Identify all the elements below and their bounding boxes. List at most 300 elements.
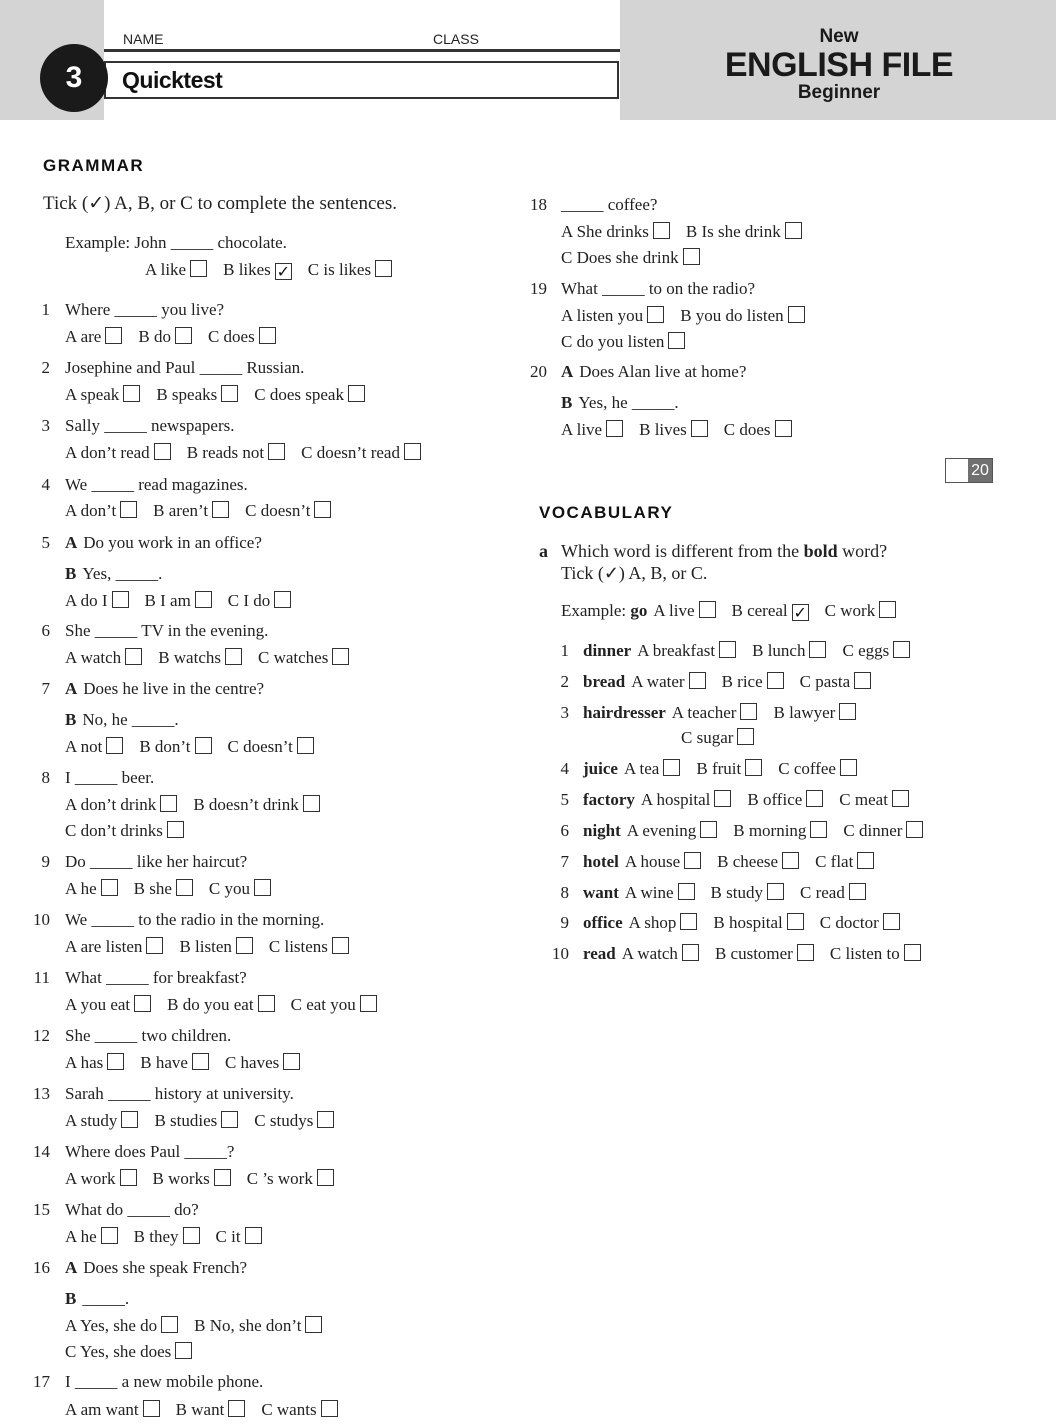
- answer-checkbox[interactable]: [683, 248, 700, 265]
- option-letter: A: [626, 821, 643, 840]
- option-letter: B: [721, 672, 738, 691]
- option-text: is likes: [323, 260, 372, 279]
- option-text: speaks: [171, 385, 218, 404]
- question-number: 19: [530, 279, 547, 298]
- option-letter: C: [261, 1400, 277, 1419]
- q18-option-b: [686, 222, 802, 241]
- option-letter: C: [290, 995, 307, 1014]
- answer-checkbox[interactable]: [259, 327, 276, 344]
- vocabulary-bold-word: factory: [583, 790, 635, 809]
- speaker-label: B: [561, 393, 573, 412]
- vocabulary-item-number: 10: [552, 944, 569, 963]
- q8-option-a: [65, 795, 177, 814]
- option-text: lunch: [767, 641, 806, 660]
- q3-option-c: [301, 443, 421, 462]
- option-letter: B: [167, 995, 183, 1014]
- answer-checkbox[interactable]: [221, 1111, 238, 1128]
- question-number: 4: [41, 475, 50, 494]
- option-text: work: [840, 601, 876, 620]
- answer-checkbox[interactable]: [321, 1400, 338, 1417]
- option-text: eggs: [858, 641, 890, 660]
- question-prompt: Where _____ you live?: [65, 300, 225, 319]
- answer-checkbox[interactable]: [892, 790, 909, 807]
- option-text: Is she drink: [701, 222, 781, 241]
- answer-checkbox[interactable]: [332, 648, 349, 665]
- answer-checkbox[interactable]: [883, 913, 900, 930]
- question-prompt: What _____ for breakfast?: [65, 968, 247, 987]
- q6-option-c: [258, 648, 349, 667]
- answer-checkbox[interactable]: [785, 222, 802, 239]
- option-letter: C: [245, 501, 261, 520]
- dialogue-text: Does Alan live at home?: [579, 362, 747, 381]
- q16-option-b: [194, 1316, 322, 1335]
- answer-checkbox[interactable]: [106, 737, 123, 754]
- option-letter: C: [208, 879, 225, 898]
- answer-checkbox[interactable]: [228, 1400, 245, 1417]
- q10-option-c: [269, 937, 349, 956]
- vocabulary-item-number: 9: [560, 913, 569, 932]
- option-text: doesn’t drink: [208, 795, 299, 814]
- option-text: teacher: [687, 703, 737, 722]
- question-number: 9: [41, 852, 50, 871]
- answer-checkbox[interactable]: [682, 944, 699, 961]
- option-text: it: [231, 1227, 241, 1246]
- question-prompt: Sarah _____ history at university.: [65, 1084, 294, 1103]
- grammar-score-total: 20: [968, 459, 992, 482]
- option-text: sugar: [696, 728, 734, 747]
- option-letter: B: [133, 1227, 150, 1246]
- instruction-text-end: word?: [837, 541, 888, 561]
- vocabulary-item-number: 8: [560, 883, 569, 902]
- option-text: haves: [240, 1053, 280, 1072]
- dialogue-text: No, he _____.: [82, 710, 179, 729]
- option-text: ’s work: [262, 1169, 313, 1188]
- option-text: fruit: [711, 759, 742, 778]
- vocabulary-bold-word: night: [583, 821, 621, 840]
- option-letter: A: [145, 260, 161, 279]
- option-letter: A: [65, 1227, 81, 1246]
- dialogue-text: Yes, he _____.: [578, 393, 679, 412]
- answer-checkbox[interactable]: [700, 821, 717, 838]
- answer-checkbox[interactable]: [120, 1169, 137, 1186]
- dialogue-line: [561, 392, 679, 414]
- dialogue-line: [65, 1257, 247, 1279]
- vocabulary-title: VOCABULARY: [539, 503, 674, 522]
- answer-checkbox[interactable]: [809, 641, 826, 658]
- question-number: 14: [33, 1142, 50, 1161]
- instruction-bold-word: bold: [803, 541, 838, 561]
- answer-checkbox[interactable]: [236, 937, 253, 954]
- example-label: Example:: [561, 601, 631, 620]
- option-letter: C: [258, 648, 274, 667]
- question-number: 8: [41, 768, 50, 787]
- q2-option-c: [254, 385, 365, 404]
- answer-checkbox[interactable]: [125, 648, 142, 665]
- vocab-example-option-b: [732, 601, 809, 620]
- answer-checkbox[interactable]: [375, 260, 392, 277]
- option-text: don’t drinks: [80, 821, 163, 840]
- option-letter: A: [65, 385, 81, 404]
- option-letter: B: [152, 1169, 169, 1188]
- question-13-options: [65, 1110, 350, 1132]
- option-text: cereal: [747, 601, 788, 620]
- answer-checkbox[interactable]: [680, 913, 697, 930]
- question-15-options: [65, 1226, 278, 1248]
- v9-option-a: [629, 913, 698, 932]
- option-letter: A: [65, 1053, 81, 1072]
- answer-checkbox[interactable]: [134, 995, 151, 1012]
- option-text: studies: [170, 1111, 218, 1130]
- answer-checkbox[interactable]: [121, 1111, 138, 1128]
- title-box: [104, 61, 619, 99]
- answer-checkbox[interactable]: [332, 937, 349, 954]
- q15-option-c: [216, 1227, 262, 1246]
- answer-checkbox[interactable]: [745, 759, 762, 776]
- option-text: don’t: [154, 737, 191, 756]
- question-prompt: I _____ beer.: [65, 768, 155, 787]
- q3-option-b: [187, 443, 285, 462]
- answer-checkbox[interactable]: [225, 648, 242, 665]
- answer-checkbox[interactable]: [788, 306, 805, 323]
- option-letter: A: [65, 591, 81, 610]
- q6-option-a: [65, 648, 142, 667]
- answer-checkbox[interactable]: [190, 260, 207, 277]
- v6-option-a: [627, 821, 717, 840]
- option-text: lawyer: [789, 703, 836, 722]
- option-text: works: [168, 1169, 210, 1188]
- answer-checkbox[interactable]: [317, 1111, 334, 1128]
- answer-checkbox[interactable]: [719, 641, 736, 658]
- answer-checkbox[interactable]: [283, 1053, 300, 1070]
- answer-checkbox[interactable]: [767, 672, 784, 689]
- option-text: watch: [80, 648, 122, 667]
- speaker-label: B: [65, 1289, 77, 1308]
- option-letter: A: [637, 641, 653, 660]
- question-19-options: [561, 305, 821, 327]
- option-text: want: [191, 1400, 225, 1419]
- answer-checkbox[interactable]: [348, 385, 365, 402]
- answer-checkbox[interactable]: [258, 995, 275, 1012]
- vocabulary-example-line: [561, 600, 912, 622]
- option-text: does speak: [269, 385, 344, 404]
- answer-checkbox[interactable]: [767, 883, 784, 900]
- option-text: eat you: [306, 995, 356, 1014]
- answer-checkbox[interactable]: [195, 591, 212, 608]
- option-text: watches: [273, 648, 329, 667]
- answer-checkbox[interactable]: [806, 790, 823, 807]
- question-prompt: I _____ a new mobile phone.: [65, 1372, 264, 1391]
- answer-checkbox[interactable]: [810, 821, 827, 838]
- answer-checkbox[interactable]: [120, 501, 137, 518]
- option-letter: C: [246, 1169, 263, 1188]
- answer-checkbox[interactable]: [668, 332, 685, 349]
- v5-option-b: [747, 790, 823, 809]
- q12-option-c: [225, 1053, 300, 1072]
- answer-checkbox[interactable]: [854, 672, 871, 689]
- answer-checkbox[interactable]: [678, 883, 695, 900]
- vocab-example-option-c: [825, 601, 897, 620]
- answer-checkbox[interactable]: [175, 327, 192, 344]
- option-letter: B: [158, 648, 174, 667]
- answer-checkbox[interactable]: [221, 385, 238, 402]
- answer-checkbox[interactable]: [775, 420, 792, 437]
- option-text: he: [80, 879, 97, 898]
- v7-option-c: [815, 852, 874, 871]
- answer-checkbox[interactable]: [192, 1053, 209, 1070]
- option-letter: A: [65, 737, 81, 756]
- answer-checkbox[interactable]: [183, 1227, 200, 1244]
- question-number: 10: [33, 910, 50, 929]
- q4-option-a: [65, 501, 137, 520]
- option-letter: A: [671, 703, 688, 722]
- q18-option-c: [561, 248, 700, 267]
- answer-checkbox[interactable]: [606, 420, 623, 437]
- option-text: wants: [276, 1400, 317, 1419]
- unit-number-badge: 3: [40, 44, 108, 112]
- question-12-options: [65, 1052, 316, 1074]
- brand-line-level: Beginner: [797, 82, 881, 103]
- answer-checkbox[interactable]: [849, 883, 866, 900]
- v1-option-c: [842, 641, 910, 660]
- question-prompt: What do _____ do?: [65, 1200, 199, 1219]
- question-prompt: We _____ read magazines.: [65, 475, 248, 494]
- answer-checkbox[interactable]: [161, 1316, 178, 1333]
- q17-option-a: [65, 1400, 160, 1419]
- option-text: don’t drink: [80, 795, 157, 814]
- option-text: listen to: [845, 944, 900, 963]
- vocabulary-item-number: 4: [560, 759, 569, 778]
- q8-option-b: [193, 795, 319, 814]
- option-letter: C: [561, 248, 577, 267]
- question-2-options: [65, 384, 381, 406]
- answer-checkbox[interactable]: [101, 879, 118, 896]
- answer-checkbox[interactable]: [268, 443, 285, 460]
- option-letter: A: [65, 795, 81, 814]
- answer-checkbox[interactable]: [305, 1316, 322, 1333]
- answer-checkbox[interactable]: [879, 601, 896, 618]
- answer-checkbox[interactable]: [101, 1227, 118, 1244]
- answer-checkbox[interactable]: [360, 995, 377, 1012]
- option-text: do you listen: [576, 332, 665, 351]
- answer-checkbox[interactable]: [112, 591, 129, 608]
- brand-line-english-file: ENGLISH FILE: [724, 46, 954, 84]
- v4-option-a: [624, 759, 680, 778]
- question-number: 2: [41, 358, 50, 377]
- answer-checkbox[interactable]: [214, 1169, 231, 1186]
- option-text: speak: [80, 385, 120, 404]
- option-letter: C: [723, 420, 740, 439]
- option-text: meat: [854, 790, 888, 809]
- answer-checkbox[interactable]: [245, 1227, 262, 1244]
- v8-option-c: [800, 883, 866, 902]
- q4-option-b: [153, 501, 229, 520]
- answer-checkbox[interactable]: [314, 501, 331, 518]
- answer-checkbox[interactable]: [906, 821, 923, 838]
- option-letter: C: [227, 737, 244, 756]
- option-letter: A: [65, 327, 81, 346]
- option-text: dinner: [859, 821, 903, 840]
- answer-checkbox[interactable]: [653, 222, 670, 239]
- q2-option-a: [65, 385, 140, 404]
- answer-checkbox[interactable]: [107, 1053, 124, 1070]
- answer-checkbox[interactable]: [684, 852, 701, 869]
- answer-checkbox[interactable]: [303, 795, 320, 812]
- answer-checkbox[interactable]: [689, 672, 706, 689]
- grammar-example-sentence: Example: John _____ chocolate.: [65, 233, 287, 252]
- vocabulary-item-6: [583, 820, 939, 842]
- v3-option-a: [672, 703, 758, 722]
- v6-option-c: [843, 821, 923, 840]
- answer-checkbox[interactable]: [699, 601, 716, 618]
- answer-checkbox[interactable]: [904, 944, 921, 961]
- question-10-options: [65, 936, 365, 958]
- option-text: likes: [238, 260, 271, 279]
- question-number: 15: [33, 1200, 50, 1219]
- answer-checkbox[interactable]: [212, 501, 229, 518]
- option-letter: A: [65, 1316, 80, 1335]
- option-text: wine: [640, 883, 674, 902]
- option-text: studys: [269, 1111, 314, 1130]
- question-prompt: Where does Paul _____?: [65, 1142, 235, 1161]
- option-text: I do: [243, 591, 271, 610]
- option-text: office: [762, 790, 803, 809]
- answer-checkbox[interactable]: [647, 306, 664, 323]
- question-number: 3: [41, 416, 50, 435]
- option-letter: B: [186, 443, 203, 462]
- dialogue-text: Do you work in an office?: [83, 533, 262, 552]
- option-text: house: [640, 852, 681, 871]
- option-text: like: [160, 260, 187, 279]
- option-letter: A: [65, 1111, 81, 1130]
- answer-checkbox[interactable]: [160, 795, 177, 812]
- vocab-example-option-a: [653, 601, 715, 620]
- v1-option-b: [752, 641, 826, 660]
- question-prompt: Do _____ like her haircut?: [65, 852, 248, 871]
- v1-option-a: [637, 641, 736, 660]
- answer-checkbox[interactable]: [787, 913, 804, 930]
- answer-checkbox[interactable]: [254, 879, 271, 896]
- answer-checkbox[interactable]: [317, 1169, 334, 1186]
- answer-checkbox[interactable]: [857, 852, 874, 869]
- answer-checkbox[interactable]: [714, 790, 731, 807]
- option-text: rice: [737, 672, 763, 691]
- question-number: 17: [33, 1372, 50, 1391]
- option-letter: C: [799, 883, 816, 902]
- question-prompt: We _____ to the radio in the morning.: [65, 910, 325, 929]
- dialogue-line: [65, 1288, 129, 1310]
- answer-checkbox[interactable]: [840, 759, 857, 776]
- option-text: Does she drink: [576, 248, 679, 267]
- answer-checkbox[interactable]: [175, 1342, 192, 1359]
- answer-checkbox[interactable]: [797, 944, 814, 961]
- vocabulary-item-8: [583, 882, 882, 904]
- vocabulary-item-3: [583, 702, 872, 724]
- option-text: Yes, she does: [79, 1342, 172, 1361]
- q10-option-b: [179, 937, 252, 956]
- q17-option-c: [261, 1400, 337, 1419]
- vocabulary-instruction: [561, 540, 887, 562]
- answer-checkbox[interactable]: [737, 728, 754, 745]
- answer-checkbox[interactable]: [123, 385, 140, 402]
- v4-option-c: [778, 759, 857, 778]
- option-text: hospital: [656, 790, 711, 809]
- answer-checkbox[interactable]: [740, 703, 757, 720]
- option-text: customer: [730, 944, 793, 963]
- answer-checkbox[interactable]: [839, 703, 856, 720]
- grammar-score-box: [945, 458, 993, 483]
- option-text: evening: [642, 821, 697, 840]
- answer-checkbox[interactable]: [297, 737, 314, 754]
- vocabulary-part-letter: a: [539, 541, 548, 561]
- question-5-options: [65, 590, 307, 612]
- answer-checkbox[interactable]: [143, 1400, 160, 1417]
- option-letter: B: [696, 759, 712, 778]
- option-letter: A: [65, 501, 81, 520]
- speaker-label: B: [65, 710, 77, 729]
- answer-checkbox[interactable]: [154, 443, 171, 460]
- answer-checkbox[interactable]: [782, 852, 799, 869]
- option-letter: C: [561, 332, 577, 351]
- answer-checkbox[interactable]: [176, 879, 193, 896]
- option-text: does: [223, 327, 255, 346]
- answer-checkbox[interactable]: [663, 759, 680, 776]
- answer-checkbox[interactable]: [893, 641, 910, 658]
- option-text: she: [149, 879, 172, 898]
- option-letter: C: [815, 852, 831, 871]
- answer-checkbox[interactable]: [404, 443, 421, 460]
- answer-checkbox[interactable]: [195, 737, 212, 754]
- option-letter: A: [631, 672, 647, 691]
- answer-checkbox[interactable]: ✓: [793, 603, 807, 622]
- option-text: She drinks: [576, 222, 649, 241]
- option-text: they: [149, 1227, 179, 1246]
- option-letter: C: [254, 1111, 270, 1130]
- option-letter: C: [819, 913, 836, 932]
- answer-checkbox[interactable]: [146, 937, 163, 954]
- q6-option-b: [158, 648, 242, 667]
- q14-option-b: [153, 1169, 231, 1188]
- answer-checkbox[interactable]: [105, 327, 122, 344]
- option-text: hospital: [728, 913, 783, 932]
- q5-option-c: [228, 591, 292, 610]
- answer-checkbox[interactable]: [691, 420, 708, 437]
- option-letter: C: [65, 821, 81, 840]
- v9-option-c: [820, 913, 900, 932]
- v2-option-c: [800, 672, 872, 691]
- question-8-options: [65, 820, 200, 842]
- option-text: you eat: [80, 995, 131, 1014]
- question-17-options: [65, 1399, 354, 1421]
- option-text: does: [739, 420, 771, 439]
- q5-option-b: [145, 591, 212, 610]
- answer-checkbox[interactable]: [167, 821, 184, 838]
- option-letter: B: [773, 703, 790, 722]
- option-text: do: [153, 327, 171, 346]
- question-1-options: [65, 326, 292, 348]
- option-letter: A: [640, 790, 657, 809]
- question-4-options: [65, 500, 347, 522]
- answer-checkbox[interactable]: ✓: [276, 262, 290, 281]
- option-letter: A: [628, 913, 645, 932]
- q12-option-b: [140, 1053, 209, 1072]
- option-letter: B: [153, 501, 169, 520]
- q14-option-c: [247, 1169, 334, 1188]
- vocabulary-bold-word: read: [583, 944, 616, 963]
- option-letter: A: [65, 879, 81, 898]
- option-text: work: [80, 1169, 116, 1188]
- vocabulary-bold-word: hairdresser: [583, 703, 666, 722]
- answer-checkbox[interactable]: [274, 591, 291, 608]
